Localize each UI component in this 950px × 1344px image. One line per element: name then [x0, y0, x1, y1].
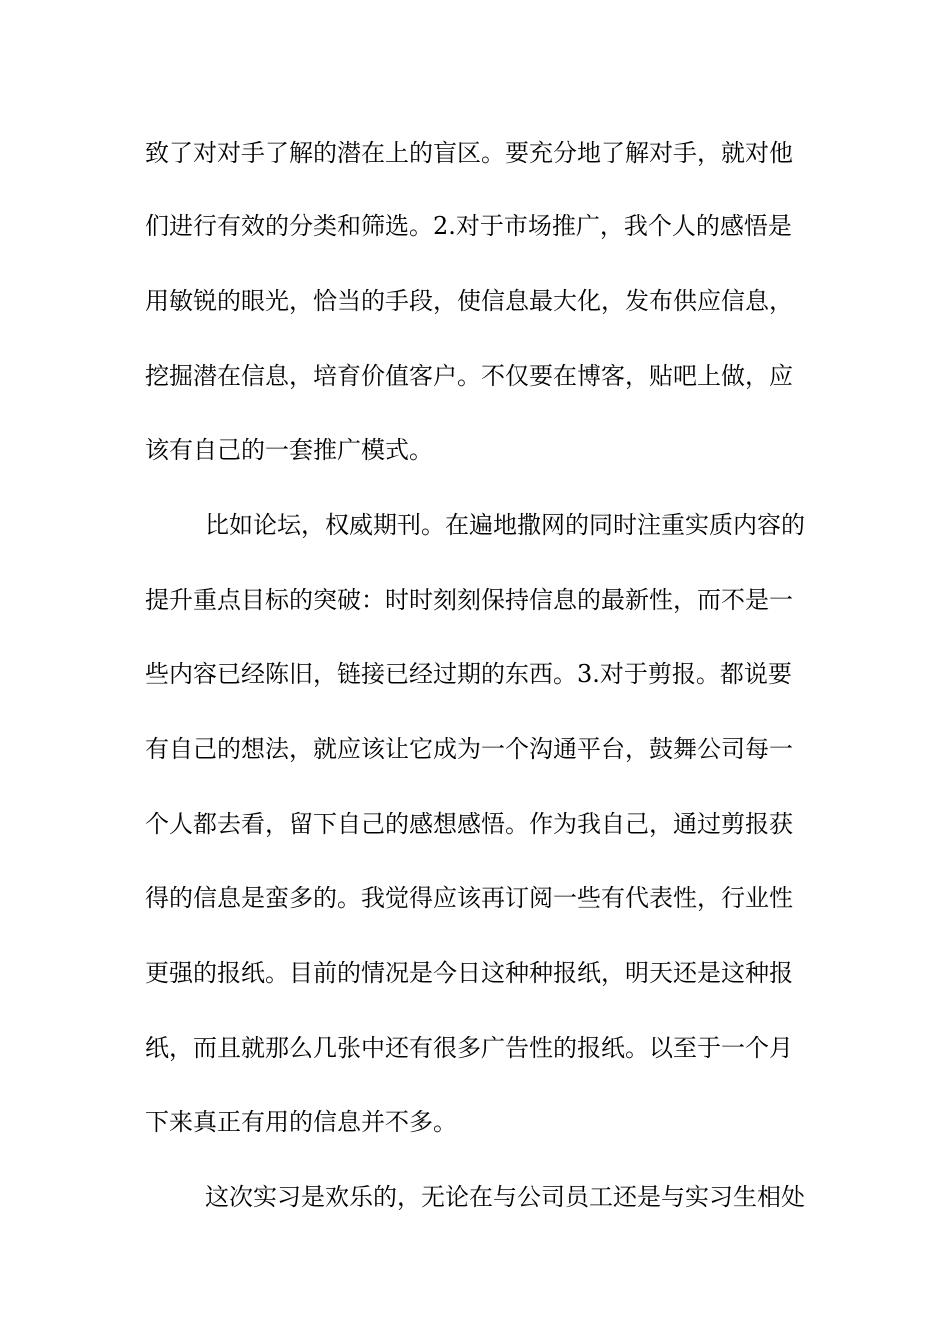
text-line: 下来真正有用的信息并不多。 — [145, 1108, 457, 1136]
text-line: 更强的报纸。目前的情况是今日这种种报纸，明天还是这种报 — [145, 959, 793, 987]
text-line: 致了对对手了解的潜在上的盲区。要充分地了解对手，就对他 — [145, 139, 793, 167]
text-line: 得的信息是蛮多的。我觉得应该再订阅一些有代表性，行业性 — [145, 884, 793, 912]
paragraph-first-line: 这次实习是欢乐的，无论在与公司员工还是与实习生相处 — [205, 1183, 805, 1211]
text-line: 挖掘潜在信息，培育价值客户。不仅要在博客，贴吧上做，应 — [145, 362, 793, 390]
text-line: 们进行有效的分类和筛选。2.对于市场推广，我个人的感悟是 — [145, 212, 792, 240]
text-line: 提升重点目标的突破：时时刻刻保持信息的最新性，而不是一 — [145, 586, 793, 614]
text-line: 有自己的想法，就应该让它成为一个沟通平台，鼓舞公司每一 — [145, 735, 793, 763]
text-line: 些内容已经陈旧，链接已经过期的东西。3.对于剪报。都说要 — [145, 660, 792, 688]
text-line: 该有自己的一套推广模式。 — [145, 436, 433, 464]
text-line: 个人都去看，留下自己的感想感悟。作为我自己，通过剪报获 — [145, 810, 793, 838]
text-line: 纸，而且就那么几张中还有很多广告性的报纸。以至于一个月 — [145, 1034, 793, 1062]
paragraph-first-line: 比如论坛，权威期刊。在遍地撒网的同时注重实质内容的 — [205, 511, 805, 539]
text-line: 用敏锐的眼光，恰当的手段，使信息最大化，发布供应信息， — [145, 287, 793, 315]
